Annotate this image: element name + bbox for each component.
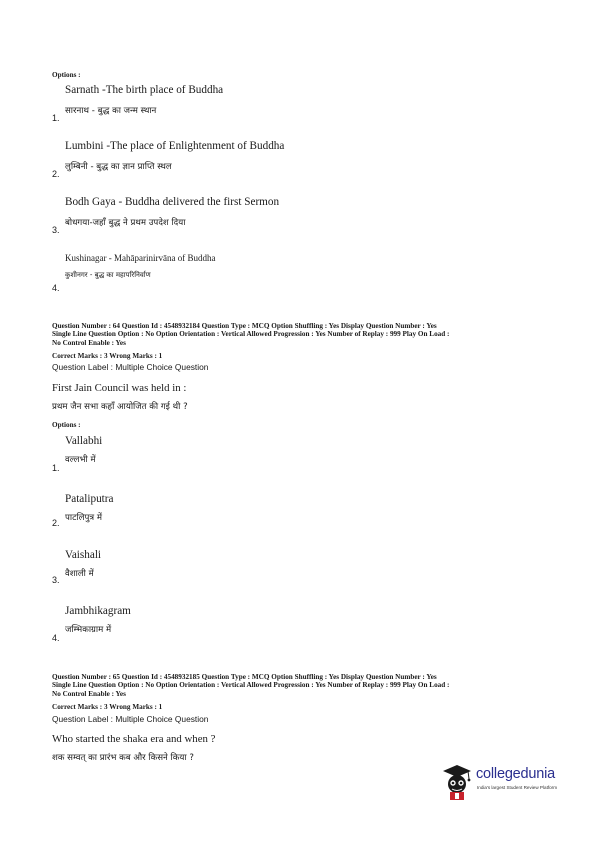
question-text-en: First Jain Council was held in : [52,382,187,394]
option-3 [52,196,532,236]
options-label: Options : [52,421,81,429]
option-text-en: Sarnath -The birth place of Buddha [65,84,224,96]
options-label: Options : [52,71,81,79]
logo-tagline: India's largest Student Review Platform [477,785,558,790]
question-label: Question Label : Multiple Choice Question [52,714,209,724]
option-text-hi: जम्भिकाग्राम में [65,625,112,635]
option-1 [52,84,532,124]
option-4 [52,253,532,293]
option-text-hi: सारनाथ - बुद्ध का जन्म स्थान [65,106,157,116]
option-text-hi: कुशीनगर - बुद्ध का महापरिनिर्वाण [65,271,151,279]
option-text-hi: वल्लभी में [65,455,96,465]
option-number: 1. [52,463,60,473]
option-2 [52,493,532,533]
marks-line: Correct Marks : 3 Wrong Marks : 1 [52,352,163,360]
option-4 [52,605,532,645]
question-meta [52,673,552,698]
meta-line: Single Line Question Option : No Option Orientation : Vertical Allowed Progression : Yes Number of Replay : 999 Play On Load : [52,330,450,339]
option-number: 2. [52,169,60,179]
meta-line: Single Line Question Option : No Option Orientation : Vertical Allowed Progression : Yes Number of Replay : 999 Play On Load : [52,681,450,690]
option-number: 4. [52,633,60,643]
option-3 [52,549,532,589]
question-meta [52,322,552,347]
option-number: 1. [52,113,60,123]
option-text-en: Pataliputra [65,493,114,505]
graduate-mascot-icon [440,762,476,807]
question-label: Question Label : Multiple Choice Question [52,362,209,372]
question-text-en: Who started the shaka era and when ? [52,733,216,745]
option-text-en: Kushinagar - Mahāparinirvāna of Buddha [65,253,216,263]
meta-line: Question Number : 65 Question Id : 4548932185 Question Type : MCQ Option Shuffling : Yes Display Question Number : Yes [52,673,437,681]
meta-line: No Control Enable : Yes [52,338,126,347]
question-text-hi: प्रथम जैन सभा कहाँ आयोजित की गई थी ? [52,402,188,412]
option-text-en: Lumbini -The place of Enlightenment of Buddha [65,140,285,152]
option-text-en: Vallabhi [65,435,103,447]
question-text-hi: शक सम्वत् का प्रारंभ कब और किसने किया ? [52,753,194,763]
option-text-en: Vaishali [65,549,102,561]
logo-wordmark: collegedunia [476,766,556,782]
option-number: 3. [52,225,60,235]
option-number: 2. [52,518,60,528]
option-1 [52,435,532,475]
option-text-hi: पाटलिपुत्र में [65,513,102,523]
option-text-hi: वैशाली में [65,569,94,579]
option-text-en: Jambhikagram [65,605,131,617]
option-number: 3. [52,575,60,585]
option-2 [52,140,532,180]
collegedunia-logo [440,762,580,802]
option-text-hi: लुम्बिनी - बुद्ध का ज्ञान प्राप्ति स्थल [65,162,172,172]
meta-line: Question Number : 64 Question Id : 4548932184 Question Type : MCQ Option Shuffling : Yes Display Question Number : Yes [52,322,437,330]
option-number: 4. [52,283,60,293]
option-text-hi: बोधगया-जहाँ बुद्ध ने प्रथम उपदेश दिया [65,218,186,228]
meta-line: No Control Enable : Yes [52,689,126,698]
marks-line: Correct Marks : 3 Wrong Marks : 1 [52,703,163,711]
option-text-en: Bodh Gaya - Buddha delivered the first Sermon [65,196,280,208]
